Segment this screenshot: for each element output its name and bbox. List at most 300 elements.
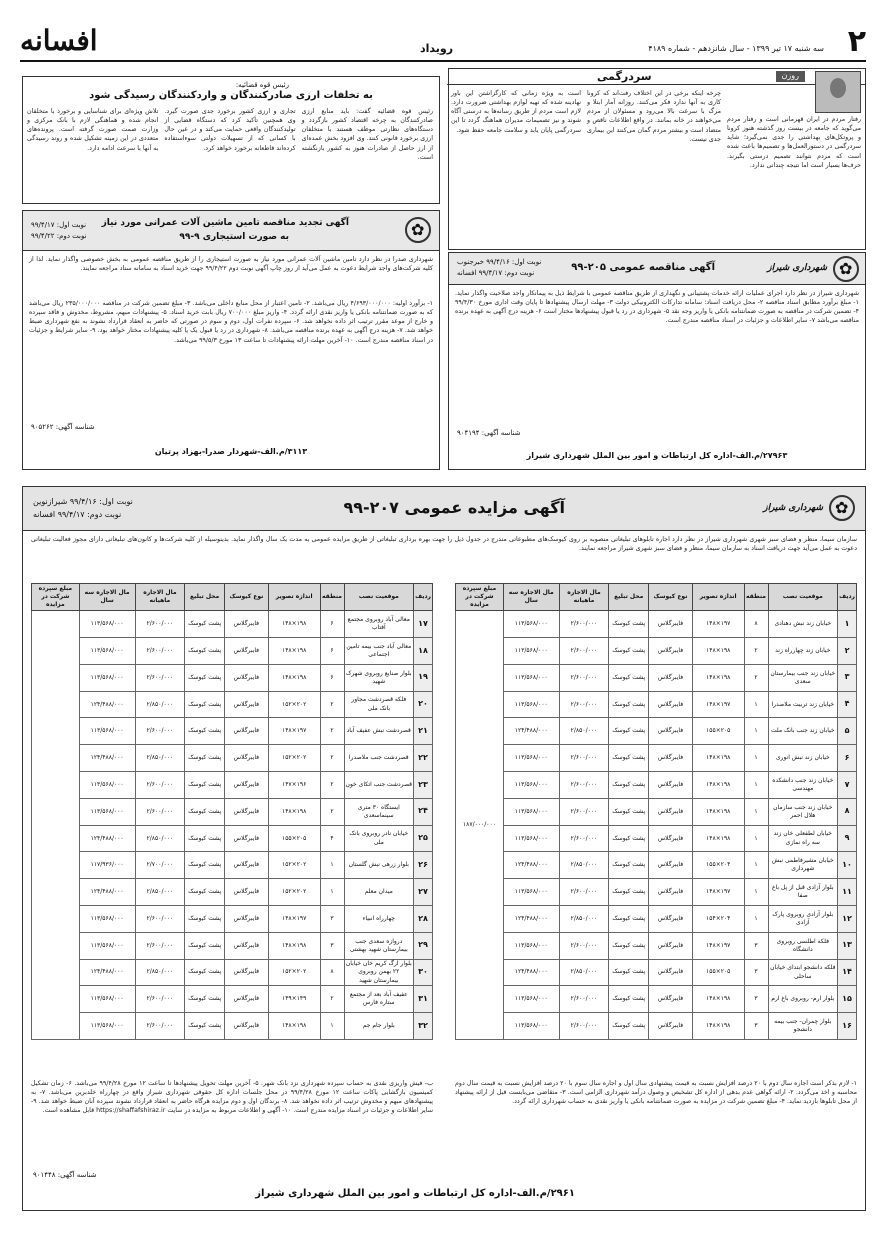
table-row (456, 664, 857, 691)
table-row (456, 879, 857, 906)
table-cell: ۸ (320, 959, 344, 986)
table-cell: ۱۱۳/۵۶۸/۰۰۰ (79, 638, 135, 665)
table-cell: ۲/۶۰۰/۰۰۰ (559, 932, 609, 959)
ad-subtitle: به صورت استیجاری ۹-۹۹ (179, 232, 289, 242)
table-cell: ۱۱۳/۵۶۸/۰۰۰ (79, 932, 135, 959)
table-cell: خیابان زند نبش انوری (768, 745, 838, 772)
ad-header (23, 211, 439, 251)
table-cell: قصردشت نبش عفیف آباد (344, 718, 414, 745)
table-cell: فایبرگلاس (649, 986, 693, 1013)
table-cell: فایبرگلاس (225, 718, 269, 745)
table-cell: ۱۹۸×۱۴۸ (268, 638, 320, 665)
table-cell: ۱۹۷×۱۴۸ (692, 691, 744, 718)
auction-table-right (455, 583, 857, 1040)
table-cell: ۱۹۷×۱۴۸ (692, 879, 744, 906)
table-cell: ۲/۶۰۰/۰۰۰ (559, 638, 609, 665)
table-cell: پشت کیوسک (185, 718, 225, 745)
table-cell: ۲۵ (414, 825, 433, 852)
auction-notes-left: ب- فیش واریزی نقدی به حساب سپرده شهرداری نزد بانک شهر. ۵- آخرین مهلت تحویل پیشنهادها تا ساعت ۱۲ مورخ ۹۹/۴/۲۸ می‌باشد. ۶- زمان تشکیل کمیسیون بازگشایی پاکات ساعت ۱۲ مورخ ۹۹/۴/۲۸ در محل جلسات اداره کل حقوقی شهرداری شیراز واقع در چهارراه خلدبرین می‌باشد. ۷- به پیشنهادهای مبهم و مخدوش ترتیب اثر داده نخواهد شد. ۸- برندگان اول و دوم مزایده هرگاه حاضر به انعقاد قرارداد نشوند سپرده آنان ضبط خواهد شد. ۹- سایر اطلاعات و جزئیات در اسناد مزایده مندرج است. ۱۰- آگهی و اطلاعات مربوط به مزایده در سایت https://shaffafshiraz.ir قابل مشاهده است. (31, 1080, 433, 1115)
table-cell: ۱۲۴/۴۸۸/۰۰۰ (79, 879, 135, 906)
table-cell: فایبرگلاس (225, 638, 269, 665)
table-cell: فایبرگلاس (225, 879, 269, 906)
table-header-cell: محل تبلیغ (609, 584, 649, 611)
table-cell: ۱۸ (414, 638, 433, 665)
tender-ad-205 (448, 252, 866, 470)
table-row (32, 825, 433, 852)
table-cell: فایبرگلاس (649, 906, 693, 933)
table-cell: ۲۳ (414, 772, 433, 799)
table-cell: ۲۰۲×۱۵۲ (268, 852, 320, 879)
table-header-cell: مبلغ سپرده شرکت در مزایده (456, 584, 504, 611)
table-cell: فایبرگلاس (649, 611, 693, 638)
table-cell: پشت کیوسک (609, 638, 649, 665)
table-row (32, 798, 433, 825)
table-header-cell: منطقه (744, 584, 768, 611)
table-cell: ۳ (320, 906, 344, 933)
table-row (32, 852, 433, 879)
table-cell: ۱۲۴/۴۸۸/۰۰۰ (79, 691, 135, 718)
table-cell: قصردشت جنب ملاصدرا (344, 745, 414, 772)
table-cell: فایبرگلاس (649, 772, 693, 799)
table-cell: ۲۰۲×۱۵۲ (268, 745, 320, 772)
table-cell: ۱۹۸×۱۴۸ (692, 825, 744, 852)
table-cell: ۲/۸۵۰/۰۰۰ (135, 745, 185, 772)
table-cell: ۲/۶۰۰/۰۰۰ (559, 825, 609, 852)
deposit-cell: ۱۸۷/۰۰۰/۰۰۰ (456, 611, 504, 1040)
auction-ad-207 (22, 486, 866, 1211)
table-cell: ۱۲ (838, 906, 857, 933)
table-cell: ۱۱۳/۵۶۸/۰۰۰ (79, 664, 135, 691)
table-row (456, 1013, 857, 1040)
table-cell: فایبرگلاس (225, 798, 269, 825)
municipality-name: شهرداری شیراز (767, 263, 827, 273)
table-row (32, 718, 433, 745)
table-cell: فایبرگلاس (649, 1013, 693, 1040)
table-header-cell: ردیف (414, 584, 433, 611)
table-cell: پشت کیوسک (185, 906, 225, 933)
table-cell: ۳ (744, 932, 768, 959)
table-cell: ۲۰۵×۱۵۵ (268, 825, 320, 852)
auction-title: آگهی مزایده عمومی ۲۰۷-۹۹ (343, 498, 565, 517)
table-cell: ۱۹۸×۱۴۸ (692, 986, 744, 1013)
auction-footer: ۲۹۶۱/م.الف-اداره کل ارتباطات و امور بین الملل شهرداری شیراز (255, 1188, 575, 1199)
table-row (456, 852, 857, 879)
table-cell: ۱ (838, 611, 857, 638)
ad-code: شناسه آگهی: ۹۰۵۲۶۲ (31, 423, 95, 431)
table-cell: ۱۹۸×۱۴۸ (692, 798, 744, 825)
table-cell: ۲/۶۰۰/۰۰۰ (135, 798, 185, 825)
column-text-3: است به ویژه زمانی که کارگزاشتن این باور نهادینه شده که تهیه لوازم بهداشتی ضرورت دارد. لازم است مردم از طریق رسانه‌ها به درستی آگاه شوند و نیز تصمیمات مدیران هماهنگ گردد تا این سردرگمی پایان یابد و سلامت جامعه حفظ شود. (451, 90, 581, 134)
table-cell: بلوار آزادی قبل از پل باغ صفا (768, 879, 838, 906)
table-cell: پشت کیوسک (185, 932, 225, 959)
table-cell: ۱۱۳/۵۶۸/۰۰۰ (503, 691, 559, 718)
table-cell: ۶ (320, 638, 344, 665)
table-cell: ۲/۸۵۰/۰۰۰ (559, 718, 609, 745)
opinion-column (448, 68, 866, 250)
table-header-cell: نوع کیوسک (649, 584, 693, 611)
table-cell: پشت کیوسک (185, 825, 225, 852)
table-cell: بلوار زرهی نبش گلستان (344, 852, 414, 879)
table-cell: خیابان زند جنب بیمارستان سعدی (768, 664, 838, 691)
table-cell: ۲۰ (414, 691, 433, 718)
table-row (456, 718, 857, 745)
table-cell: ۳۲ (414, 1013, 433, 1040)
table-header-cell: مال الاجاره سه سال (503, 584, 559, 611)
table-cell: ۲/۶۰۰/۰۰۰ (559, 1013, 609, 1040)
table-cell: ۱۴ (838, 959, 857, 986)
ad-nobat-2: نوبت دوم: ۹۹/۴/۲۲ (31, 232, 87, 240)
table-cell: میدان معلم (344, 879, 414, 906)
table-cell: پشت کیوسک (609, 986, 649, 1013)
ad-items: ۱- برآورد اولیه: ۴/۶۹۳/۰۰۰/۰۰۰ ریال می‌باشد. ۲- تامین اعتبار از محل منابع داخلی می‌باشد. ۳- مبلغ تضمین شرکت در مناقصه ۲۳۵/۰۰۰/۰۰۰ ریال می‌باشد که به صورت ضمانتنامه بانکی یا واریز نقدی ارائه گردد. ۴- واریز مبلغ ۷۰۰/۰۰۰ ریال بابت خرید اسناد. ۵- پیشنهادات مبهم، مشروط، مخدوش و فاقد سپرده و خارج از موعد مقرر ترتیب اثر داده نخواهد شد. ۶- سپرده نفرات اول، دوم و سوم در صورتی که حاضر به انعقاد قرارداد نشوند به نفع شهرداری ضبط خواهد شد. ۷- هزینه درج آگهی به عهده برنده مناقصه می‌باشد. ۸- شهرداری در رد یا قبول یک یا کلیه پیشنهادات مختار خواهد بود. ۹- سایر شرایط و جزئیات در اسناد مناقصه مندرج است. ۱۰- آخرین مهلت ارائه پیشنهادات تا ساعت ۱۳ مورخ ۹۹/۵/۳ می‌باشد. (29, 300, 434, 344)
table-cell: ۲/۸۵۰/۰۰۰ (135, 825, 185, 852)
table-cell: ۲/۷۰۰/۰۰۰ (135, 852, 185, 879)
table-cell: بلوار ارگ کریم خان خیابان ۲۲ بهمن روبروی بیمارستان شهید (344, 959, 414, 986)
table-cell: ۲/۶۰۰/۰۰۰ (135, 611, 185, 638)
table-cell: فایبرگلاس (225, 611, 269, 638)
table-cell: خیابان نادر روبروی بانک ملی (344, 825, 414, 852)
table-cell: پشت کیوسک (185, 745, 225, 772)
table-cell: ۲۰۲×۱۵۲ (268, 691, 320, 718)
table-cell: ۸ (838, 798, 857, 825)
table-cell: ۲/۶۰۰/۰۰۰ (559, 772, 609, 799)
table-cell: ۲۰۴×۱۵۴ (692, 906, 744, 933)
table-cell: ۸ (744, 611, 768, 638)
table-cell: ۱۱۳/۵۶۸/۰۰۰ (79, 1013, 135, 1040)
table-cell: فایبرگلاس (225, 959, 269, 986)
table-cell: فایبرگلاس (225, 932, 269, 959)
table-cell: ۲/۸۵۰/۰۰۰ (559, 852, 609, 879)
author-portrait (815, 71, 861, 113)
table-row (32, 932, 433, 959)
table-row (32, 611, 433, 638)
table-cell: ۳ (744, 1013, 768, 1040)
table-cell: ۱۱۷/۹۳۶/۰۰۰ (79, 852, 135, 879)
table-cell: پشت کیوسک (609, 798, 649, 825)
table-cell: ۱۹۸×۱۴۸ (692, 772, 744, 799)
auction-notes-right: ۱- لازم بذکر است اجاره سال دوم با ۲۰ درصد افزایش نسبت به قیمت پیشنهادی سال اول و اجاره سال سوم با ۲۰ درصد افزایش نسبت به قیمت سال دوم محاسبه و اخذ می‌گردد. ۲- ارائه گواهی عدم بدهی از اداره کل تشخیص و وصول درآمد شهرداری الزامی است. ۳- متقاضی می‌بایست قبل از ارائه پیشنهاد از محل تابلوها بازدید نماید. ۴- مبلغ تضمین شرکت در مزایده به صورت ضمانتنامه بانکی یا واریز نقدی به حساب شهرداری ارائه گردد. (455, 1080, 857, 1106)
table-cell: فایبرگلاس (225, 825, 269, 852)
table-cell: بلوار آزادی روبروی پارک آزادی (768, 906, 838, 933)
section-title: رویداد (420, 42, 454, 55)
ad-nobat-1: نوبت اول: ۹۹/۴/۱۶ خبرجنوب (457, 258, 542, 266)
ad-header (449, 253, 865, 285)
table-cell: ۲/۶۰۰/۰۰۰ (135, 1013, 185, 1040)
table-cell: ۱۱۳/۵۶۸/۰۰۰ (503, 986, 559, 1013)
table-cell: ۵ (838, 718, 857, 745)
table-cell: ۲۸ (414, 906, 433, 933)
table-cell: ۲/۸۵۰/۰۰۰ (135, 879, 185, 906)
table-cell: پشت کیوسک (609, 772, 649, 799)
table-row (32, 1013, 433, 1040)
table-cell: ۲ (320, 772, 344, 799)
table-cell: ۲۰۵×۱۵۵ (692, 718, 744, 745)
table-cell: ۱۹۷×۱۴۸ (692, 611, 744, 638)
table-cell: ۲۹ (414, 932, 433, 959)
table-cell: ۲/۶۰۰/۰۰۰ (135, 932, 185, 959)
table-cell: ۱۹۸×۱۴۸ (268, 664, 320, 691)
table-cell: خیابان زند جنب سازمان هلال احمر (768, 798, 838, 825)
table-cell: ۲ (838, 638, 857, 665)
tender-ad-sadra (22, 210, 440, 470)
table-cell: فایبرگلاس (225, 852, 269, 879)
table-cell: پشت کیوسک (609, 852, 649, 879)
table-row (32, 691, 433, 718)
table-cell: ۱۱۳/۵۶۸/۰۰۰ (79, 611, 135, 638)
table-cell: ۴ (838, 691, 857, 718)
table-cell: ۱۰ (838, 852, 857, 879)
table-cell: فایبرگلاس (225, 986, 269, 1013)
table-cell: ۲۱ (414, 718, 433, 745)
table-cell: ۲ (744, 638, 768, 665)
table-cell: فایبرگلاس (649, 798, 693, 825)
table-cell: ۱۱۳/۵۶۸/۰۰۰ (503, 638, 559, 665)
table-cell: ۱۹۷×۱۴۸ (268, 906, 320, 933)
table-cell: ۱ (744, 879, 768, 906)
table-cell: ۳ (744, 986, 768, 1013)
auction-nobat-1: نوبت اول: ۹۹/۴/۱۶ شیرازنوین (33, 497, 133, 506)
table-cell: ۲/۸۵۰/۰۰۰ (135, 959, 185, 986)
table-cell: ۲/۶۰۰/۰۰۰ (135, 906, 185, 933)
table-row (32, 772, 433, 799)
table-cell: ۲۴ (414, 798, 433, 825)
ad-nobat-2: نوبت دوم: ۹۹/۴/۱۷ افسانه (457, 269, 535, 277)
table-cell: ۱۱۳/۵۶۸/۰۰۰ (79, 718, 135, 745)
news-headline: به تخلفات ارزی صادرکنندگان و واردکنندگان رسیدگی شود (89, 90, 373, 101)
table-cell: پشت کیوسک (609, 718, 649, 745)
ad-title: آگهی مناقصه عمومی ۲۰۵-۹۹ (571, 262, 715, 273)
table-cell: ۱۱۳/۵۶۸/۰۰۰ (503, 611, 559, 638)
auction-intro: سازمان سیما، منظر و فضای سبز شهری شهرداری شیراز در نظر دارد اجاره تابلوهای تبلیغاتی منصوبه بر روی کیوسک‌های مطبوعاتی مندرج در جدول ذیل را جهت بهره برداری تبلیغاتی از طریق مزایده عمومی به مدت یک سال واگذار نماید. بدینوسیله از کلیه شرکت‌ها و کانون‌های تبلیغاتی دارای مجوز فعالیت تبلیغاتی دعوت به عمل می‌آید جهت دریافت اسناد به سازمان سیما، منظر و فضای سبز شهری شیراز مراجعه نمایند. (31, 536, 857, 553)
table-cell: ۱۱۳/۵۶۸/۰۰۰ (503, 879, 559, 906)
ad-intro: شهرداری صدرا در نظر دارد تامین ماشین آلات عمرانی مورد نیاز به صورت استیجاری را از طریق مناقصه عمومی به بخش خصوصی واگذار نماید. لذا از کلیه شرکت‌های واجد شرایط دعوت به عمل می‌آید از روز چاپ آگهی نوبت دوم ۹۹/۴/۲۲ جهت خرید اسناد به سامانه ستاد مراجعه نمایند. (29, 256, 433, 273)
table-cell: پشت کیوسک (609, 932, 649, 959)
table-cell: فایبرگلاس (225, 772, 269, 799)
table-header-cell: ردیف (838, 584, 857, 611)
table-cell: ۲/۸۵۰/۰۰۰ (135, 691, 185, 718)
table-cell: عفیف آباد بعد از مجتمع ستاره فارس (344, 986, 414, 1013)
table-cell: فایبرگلاس (649, 852, 693, 879)
table-cell: فایبرگلاس (649, 691, 693, 718)
deposit-cell (32, 611, 80, 1040)
table-cell: ۱۶ (838, 1013, 857, 1040)
table-cell: ۲/۸۵۰/۰۰۰ (559, 959, 609, 986)
table-cell: ۱۱۳/۵۶۸/۰۰۰ (79, 772, 135, 799)
news-kicker: رئیس قوه قضائیه: (235, 81, 289, 89)
table-cell: ۴ (320, 825, 344, 852)
table-cell: ۱۲۴/۴۸۸/۰۰۰ (503, 852, 559, 879)
table-cell: پشت کیوسک (185, 959, 225, 986)
news-text-1: رئیس قوه قضائیه گفت: باید منابع ارزی صادرکنندگان به چرخه اقتصاد کشور بازگردد و دستگاه‌های نظارتی موظف هستند با متخلفان ارزی برخورد قانونی کنند. وی افزود بخش عمده‌ای از ارز حاصل از صادرات هنوز به کشور بازنگشته است. (301, 108, 433, 161)
auction-header (23, 487, 865, 531)
table-header-cell: مال الاجاره سه سال (79, 584, 135, 611)
table-cell: ۱ (744, 691, 768, 718)
table-cell: ۱ (744, 718, 768, 745)
municipality-emblem-icon (833, 256, 859, 282)
table-cell: ۱۹۸×۱۴۸ (268, 1013, 320, 1040)
table-cell: ۱۹۸×۱۴۸ (692, 638, 744, 665)
auction-nobat-2: نوبت دوم: ۹۹/۴/۱۷ افسانه (33, 510, 122, 519)
table-header-cell: موقعیت نصب (344, 584, 414, 611)
table-cell: ۱۲۴/۴۸۸/۰۰۰ (79, 825, 135, 852)
table-cell: ۱۱۳/۵۶۸/۰۰۰ (79, 986, 135, 1013)
table-cell: ۱۹ (414, 664, 433, 691)
table-header-cell: مبلغ سپرده شرکت در مزایده (32, 584, 80, 611)
table-cell: ۳۱ (414, 986, 433, 1013)
table-cell: ۹ (838, 825, 857, 852)
table-cell: فایبرگلاس (649, 825, 693, 852)
table-cell: بلوار صنایع روبروی شهرک شهید (344, 664, 414, 691)
table-cell: معالی آباد روبروی مجتمع آفتاب (344, 611, 414, 638)
table-cell: ۲ (320, 745, 344, 772)
table-cell: ۲/۶۰۰/۰۰۰ (559, 745, 609, 772)
table-cell: فایبرگلاس (225, 1013, 269, 1040)
municipality-name: شهرداری شیراز (763, 503, 823, 513)
table-cell: ۲۰۲×۱۵۲ (268, 879, 320, 906)
table-cell: پشت کیوسک (185, 772, 225, 799)
table-cell: ۱۱۳/۵۶۸/۰۰۰ (79, 798, 135, 825)
table-cell: ۱۲۴/۴۸۸/۰۰۰ (503, 718, 559, 745)
table-cell: ۲ (744, 664, 768, 691)
table-cell: ۱ (744, 852, 768, 879)
table-cell: فایبرگلاس (649, 745, 693, 772)
table-cell: پشت کیوسک (185, 986, 225, 1013)
table-cell: فایبرگلاس (225, 664, 269, 691)
table-cell: فایبرگلاس (225, 745, 269, 772)
table-cell: خیابان زند تربیت ملاصدرا (768, 691, 838, 718)
auction-table-left (31, 583, 433, 1040)
table-cell: ۲ (320, 798, 344, 825)
table-cell: ۲/۶۰۰/۰۰۰ (559, 879, 609, 906)
table-cell: ۲۰۴×۱۵۵ (692, 852, 744, 879)
table-cell: ۱۹۷×۱۴۸ (268, 718, 320, 745)
table-cell: ۲/۶۰۰/۰۰۰ (135, 718, 185, 745)
table-cell: ۱ (320, 879, 344, 906)
table-cell: ۱۱۳/۵۶۸/۰۰۰ (503, 772, 559, 799)
table-cell: ۱۲۴/۴۸۸/۰۰۰ (503, 906, 559, 933)
ad-body: شهرداری شیراز در نظر دارد اجرای عملیات ارائه خدمات پشتیبانی و نگهداری از طریق مناقصه عمومی با شرایط ذیل به پیمانکار واجد صلاحیت واگذار نماید. ۱- مبلغ برآورد مطابق اسناد مناقصه ۲- محل دریافت اسناد: سامانه تدارکات الکترونیکی دولت ۳- مهلت ارسال پیشنهادها تا پایان وقت اداری مورخ ۹۹/۴/۳۰ ۴- تضمین شرکت در مناقصه به صورت ضمانتنامه بانکی یا واریز وجه نقد ۵- شهرداری در رد یا قبول پیشنهادها مختار است ۶- هزینه درج آگهی به عهده برنده مناقصه می‌باشد ۷- سایر اطلاعات و جزئیات در اسناد مناقصه مندرج است. (455, 290, 860, 325)
table-cell: بلوار ارم- روبروی باغ ارم (768, 986, 838, 1013)
table-cell: خیابان مشیرفاطمی نبش شهرداری (768, 852, 838, 879)
table-header-cell: نوع کیوسک (225, 584, 269, 611)
table-cell: ۲۶ (414, 852, 433, 879)
table-cell: خیابان لطفعلی خان زند سه راه نمازی (768, 825, 838, 852)
table-row (456, 825, 857, 852)
table-cell: ۱۹۸×۱۴۸ (692, 745, 744, 772)
table-row (32, 745, 433, 772)
table-cell: خیابان زند نبش دهنادی (768, 611, 838, 638)
table-header-cell: اندازه تصویر (268, 584, 320, 611)
table-cell: فایبرگلاس (649, 959, 693, 986)
column-header (447, 69, 865, 85)
table-cell: ۲/۶۰۰/۰۰۰ (559, 611, 609, 638)
table-cell: ۱۹۸×۱۴۸ (268, 932, 320, 959)
table-cell: پشت کیوسک (609, 959, 649, 986)
newspaper-logo: افسانه (20, 24, 98, 57)
table-cell: فایبرگلاس (649, 932, 693, 959)
table-row (456, 611, 857, 638)
table-cell: ۱۹۷×۱۴۸ (692, 932, 744, 959)
table-cell: ۱۱۳/۵۶۸/۰۰۰ (503, 932, 559, 959)
table-cell: ۱۴۹×۱۴۹ (268, 986, 320, 1013)
table-cell: فایبرگلاس (649, 638, 693, 665)
table-cell: خیابان زند جنب دانشکده مهندسی (768, 772, 838, 799)
municipality-emblem-icon (829, 495, 855, 521)
table-cell: ۱۹۶×۱۴۷ (268, 772, 320, 799)
table-header-cell: محل تبلیغ (185, 584, 225, 611)
table-cell: پشت کیوسک (185, 611, 225, 638)
table-cell: ۲/۸۵۰/۰۰۰ (559, 906, 609, 933)
table-row (456, 906, 857, 933)
table-header-cell: موقعیت نصب (768, 584, 838, 611)
table-row (32, 959, 433, 986)
table-cell: ۱۹۸×۱۴۸ (268, 798, 320, 825)
news-text-2: تجاری و ارزی کشور برخورد جدی صورت گیرد. وی همچنین تأکید کرد که دستگاه قضایی از تولیدکنندگان واقعی حمایت می‌کند و در عین حال با کسانی که از تسهیلات دولتی سوءاستفاده کرده‌اند قاطعانه برخورد خواهد کرد. (164, 108, 296, 152)
news-body (27, 107, 433, 162)
table-cell: ۲/۶۰۰/۰۰۰ (559, 664, 609, 691)
table-cell: پشت کیوسک (609, 691, 649, 718)
table-cell: پشت کیوسک (185, 691, 225, 718)
auction-code: شناسه آگهی: ۹۰۱۴۴۸ (33, 1171, 97, 1179)
table-row (456, 745, 857, 772)
table-cell: ۲ (320, 718, 344, 745)
table-cell: ۲۲ (414, 745, 433, 772)
table-cell: ایستگاه ۳۰ متری سینماسعدی (344, 798, 414, 825)
table-cell: ۲۰۵×۱۵۵ (692, 959, 744, 986)
table-cell: قصردشت جنب اتکای خون (344, 772, 414, 799)
table-cell: ۱۱۳/۵۶۸/۰۰۰ (503, 798, 559, 825)
table-row (456, 638, 857, 665)
table-cell: فلکه دانشجو ابتدای خیابان ساحلی (768, 959, 838, 986)
municipality-emblem-icon (405, 217, 431, 243)
table-cell: پشت کیوسک (185, 798, 225, 825)
table-cell: پشت کیوسک (609, 611, 649, 638)
table-row (456, 986, 857, 1013)
table-cell: ۱ (744, 745, 768, 772)
table-cell: چهارراه انبیاء (344, 906, 414, 933)
table-cell: ۱۱۳/۵۶۸/۰۰۰ (79, 906, 135, 933)
table-cell: خیابان زند چهارراه زند (768, 638, 838, 665)
masthead (20, 22, 866, 62)
table-cell: بلوار جام جم (344, 1013, 414, 1040)
table-cell: ۶ (838, 745, 857, 772)
table-cell: ۶ (320, 664, 344, 691)
table-cell: فایبرگلاس (225, 691, 269, 718)
column-text-1: رفتار مردم در ایران قهرمانی است و رفتار مردم می‌گوید که جامعه در بیست روز گذشته هنوز کرونا و پروتکل‌های بهداشتی را جدی نمی‌گیرد؛ شاید سردرگمی در دستورالعمل‌ها و تصمیم‌ها باعث شده است که مردم نتوانند تصمیم درستی بگیرند. حرف‌ها بسیار است اما نتیجه چندانی ندارد. (727, 116, 861, 169)
table-cell: معالی آباد جنب بیمه تامین اجتماعی (344, 638, 414, 665)
table-cell: ۱۲۴/۴۸۸/۰۰۰ (79, 745, 135, 772)
table-cell: ۲/۶۰۰/۰۰۰ (559, 986, 609, 1013)
table-cell: ۱ (744, 772, 768, 799)
table-cell: پشت کیوسک (609, 825, 649, 852)
table-cell: پشت کیوسک (185, 664, 225, 691)
table-cell: پشت کیوسک (609, 1013, 649, 1040)
table-cell: فایبرگلاس (649, 879, 693, 906)
table-cell: ۶ (320, 611, 344, 638)
table-cell: ۱ (744, 798, 768, 825)
table-cell: ۱۲۴/۴۸۸/۰۰۰ (503, 959, 559, 986)
table-cell: ۱۹۸×۱۴۸ (268, 611, 320, 638)
ad-footer: ۳۱۱۳/م.الف-شهردار صدرا-بهزاد پرتیان (154, 447, 308, 456)
table-cell: فلکه اطلسی روبروی دانشگاه (768, 932, 838, 959)
table-cell: پشت کیوسک (609, 664, 649, 691)
table-header-cell: مال الاجاره ماهیانه (559, 584, 609, 611)
table-cell: ۳۰ (414, 959, 433, 986)
table-cell: ۱۳ (838, 932, 857, 959)
table-cell: ۱۱۳/۵۶۸/۰۰۰ (503, 664, 559, 691)
table-header-cell: مال الاجاره ماهیانه (135, 584, 185, 611)
table-row (32, 664, 433, 691)
